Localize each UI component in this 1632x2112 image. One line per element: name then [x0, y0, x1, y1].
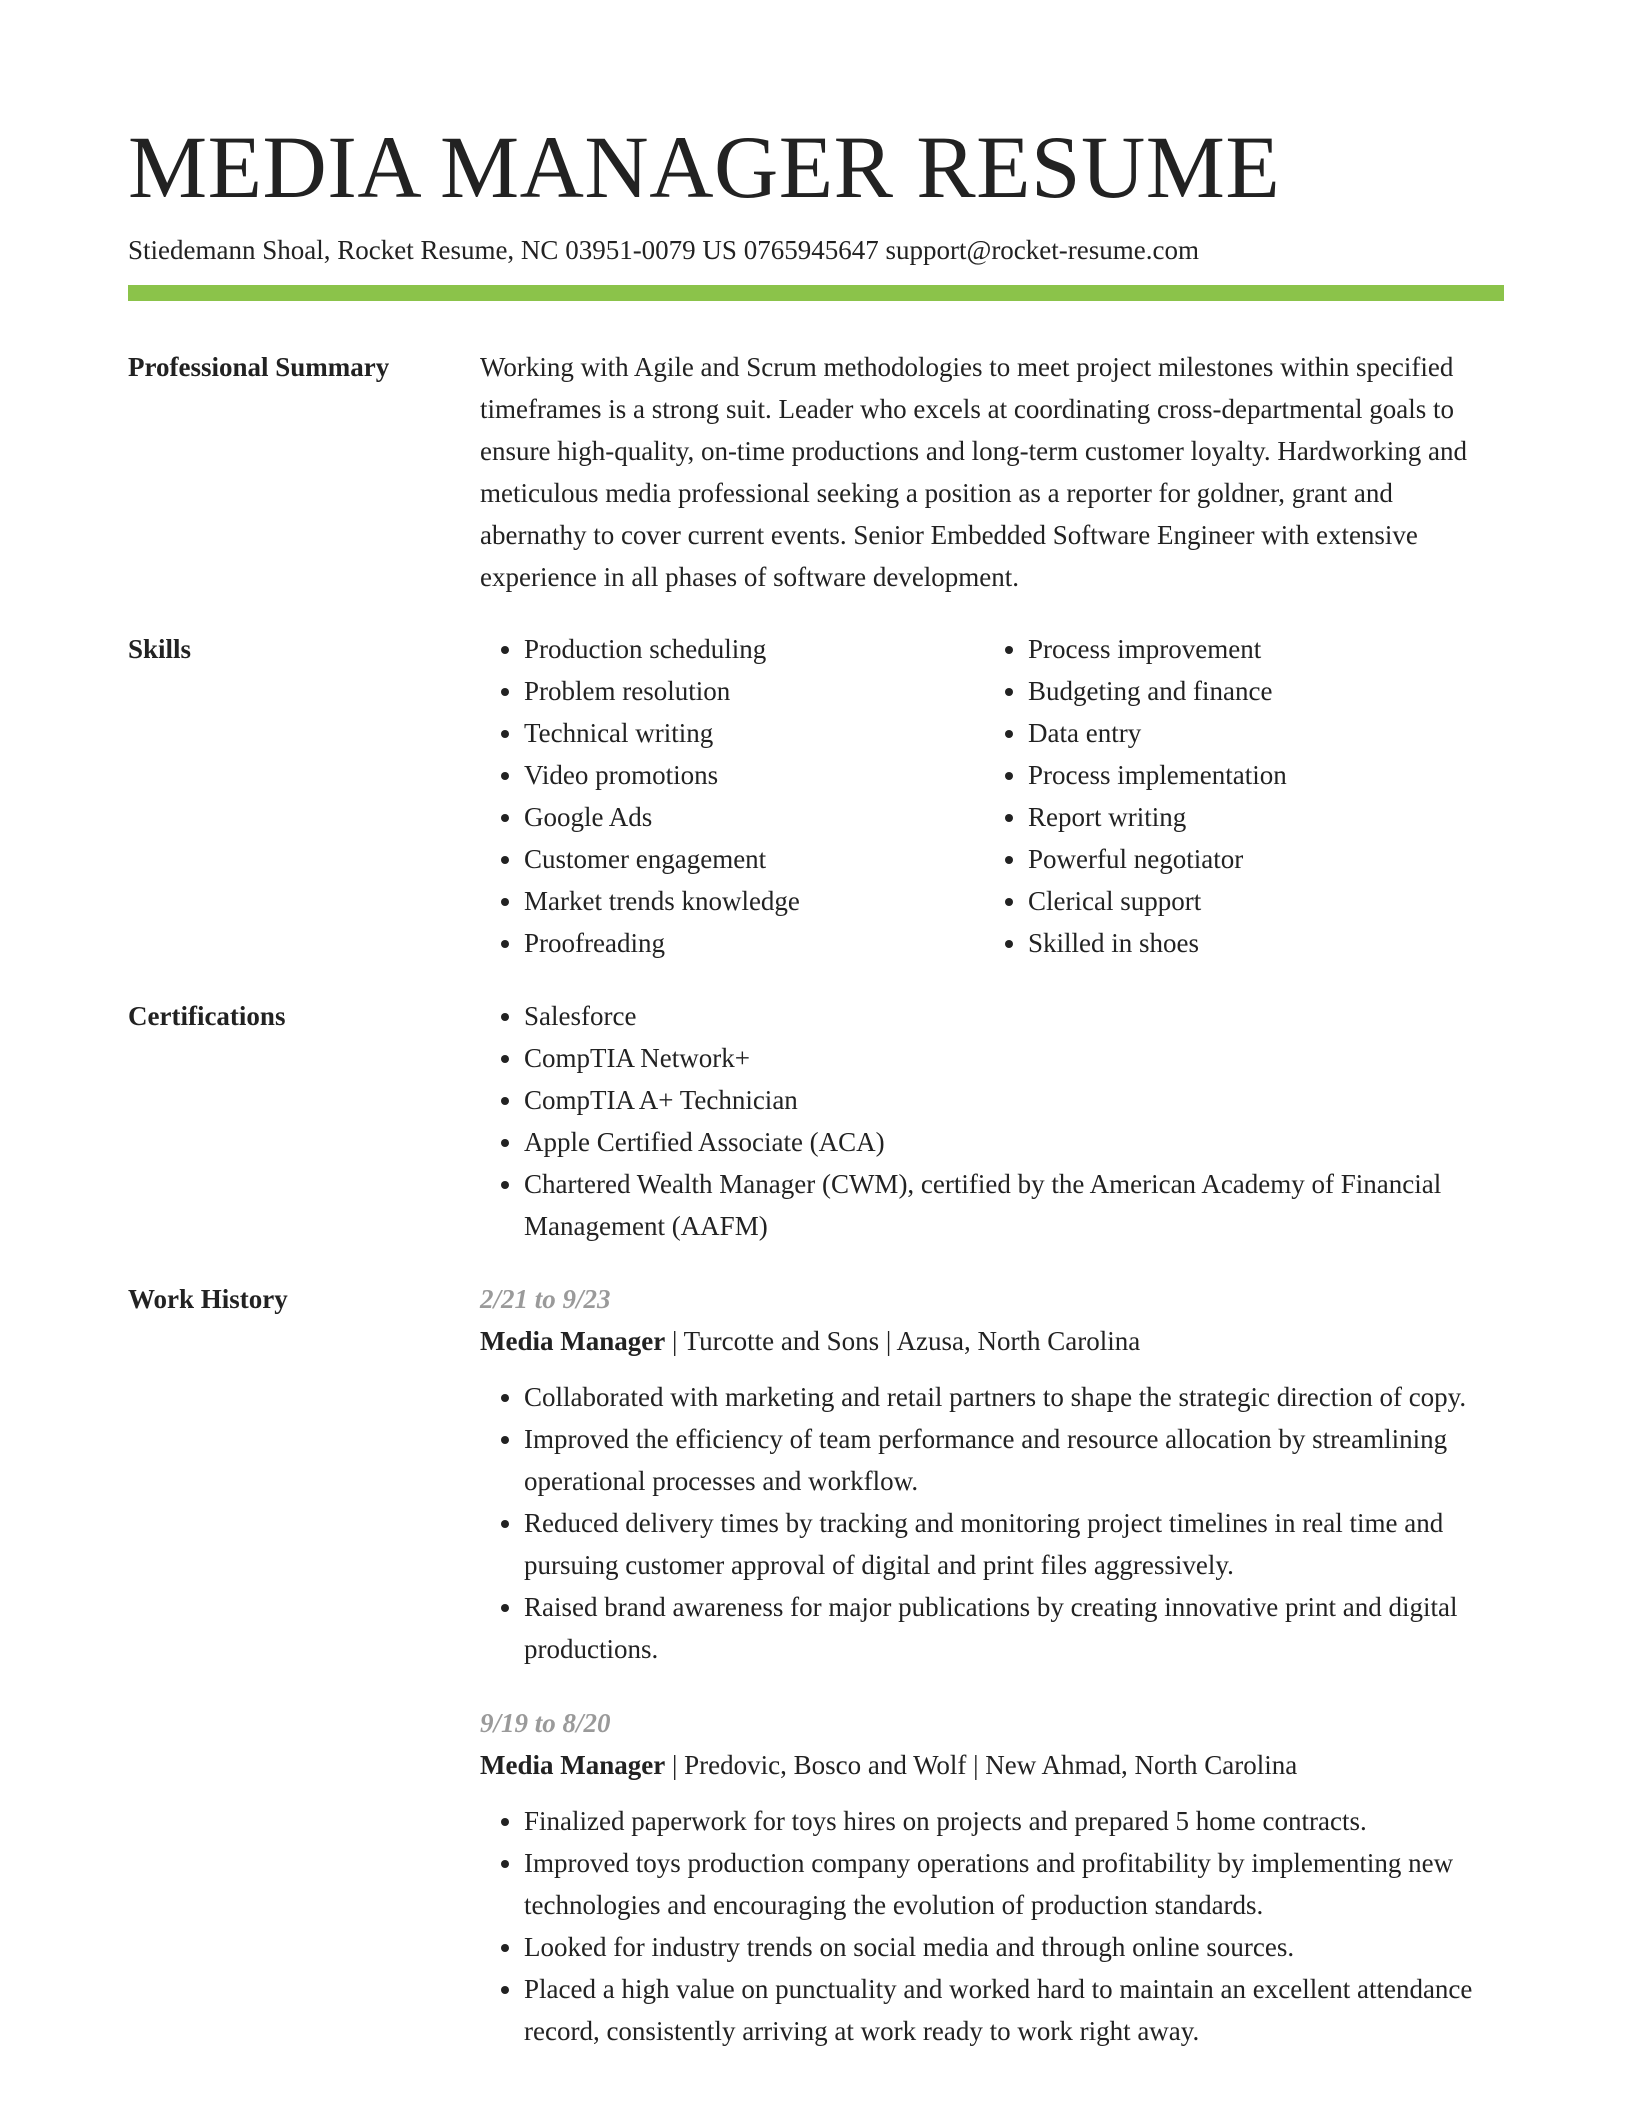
list-item: • Proofreading: [524, 922, 984, 964]
resume-title: MEDIA MANAGER RESUME: [128, 119, 1281, 217]
section-label-summary: Professional Summary: [128, 352, 390, 382]
section-label-skills: Skills: [128, 634, 192, 664]
job-heading: [480, 1320, 1504, 1362]
list-item: • Placed a high value on punctuality and worked hard to maintain an excellent attendance record, consistently arriving at work ready to work right away.: [524, 1968, 1504, 2052]
list-item: • Apple Certified Associate (ACA): [524, 1121, 1504, 1163]
list-item: • Report writing: [1028, 796, 1488, 838]
summary-text: Working with Agile and Scrum methodologies to meet project milestones within specified timeframes is a strong suit. Leader who excels at coordinating cross-departmental goals to ensure high-quality, on-time productions and long-term customer loyalty. Hardworking and meticulous media professional seeking a position as a reporter for goldner, grant and abernathy to cover current events. Senior Embedded Software Engineer with extensive experience in all phases of software development.: [480, 352, 1468, 592]
work-history-body: [480, 1278, 1504, 2052]
skills-list-right: [984, 628, 1488, 964]
list-item: • Collaborated with marketing and retail partners to shape the strategic direction of copy.: [524, 1376, 1504, 1418]
section-label-work-history: Work History: [128, 1284, 288, 1314]
list-item: • Clerical support: [1028, 880, 1488, 922]
job-entry: [480, 1702, 1504, 2052]
certifications-list: [480, 995, 1504, 1247]
job-heading: [480, 1744, 1504, 1786]
job-dates: 9/19 to 8/20: [480, 1708, 611, 1738]
list-item: • CompTIA A+ Technician: [524, 1079, 1504, 1121]
list-item: • Skilled in shoes: [1028, 922, 1488, 964]
list-item: • Video promotions: [524, 754, 984, 796]
list-item: • Budgeting and finance: [1028, 670, 1488, 712]
list-item: • Chartered Wealth Manager (CWM), certified by the American Academy of Financial Management (AAFM): [524, 1163, 1504, 1247]
job-bullets: [480, 1800, 1504, 2052]
list-item: • Improved the efficiency of team performance and resource allocation by streamlining operational processes and workflow.: [524, 1418, 1504, 1502]
list-item: • Google Ads: [524, 796, 984, 838]
summary-body: [480, 346, 1504, 598]
job-title: Media Manager: [480, 1750, 666, 1780]
job-details: | Turcotte and Sons | Azusa, North Carolina: [665, 1326, 1141, 1356]
list-item: • Process implementation: [1028, 754, 1488, 796]
accent-divider: [128, 285, 1504, 301]
contact-line: Stiedemann Shoal, Rocket Resume, NC 03951-0079 US 0765945647 support@rocket-resume.com: [128, 235, 1199, 265]
list-item: • CompTIA Network+: [524, 1037, 1504, 1079]
section-label-certifications: Certifications: [128, 1001, 286, 1031]
job-details: | Predovic, Bosco and Wolf | New Ahmad, North Carolina: [665, 1750, 1298, 1780]
skills-grid: [480, 628, 1504, 964]
list-item: • Improved toys production company operations and profitability by implementing new technologies and encouraging the evolution of production standards.: [524, 1842, 1504, 1926]
list-item: • Market trends knowledge: [524, 880, 984, 922]
list-item: • Process improvement: [1028, 628, 1488, 670]
list-item: • Customer engagement: [524, 838, 984, 880]
list-item: • Looked for industry trends on social media and through online sources.: [524, 1926, 1504, 1968]
list-item: • Problem resolution: [524, 670, 984, 712]
list-item: • Finalized paperwork for toys hires on projects and prepared 5 home contracts.: [524, 1800, 1504, 1842]
job-entry: [480, 1278, 1504, 1670]
job-dates: 2/21 to 9/23: [480, 1284, 611, 1314]
list-item: • Production scheduling: [524, 628, 984, 670]
list-item: • Salesforce: [524, 995, 1504, 1037]
list-item: • Raised brand awareness for major publications by creating innovative print and digital productions.: [524, 1586, 1504, 1670]
list-item: • Reduced delivery times by tracking and monitoring project timelines in real time and pursuing customer approval of digital and print files aggressively.: [524, 1502, 1504, 1586]
skills-list-left: [480, 628, 984, 964]
list-item: • Technical writing: [524, 712, 984, 754]
list-item: • Powerful negotiator: [1028, 838, 1488, 880]
certifications-body: [480, 995, 1504, 1247]
list-item: • Data entry: [1028, 712, 1488, 754]
job-bullets: [480, 1376, 1504, 1670]
job-title: Media Manager: [480, 1326, 666, 1356]
